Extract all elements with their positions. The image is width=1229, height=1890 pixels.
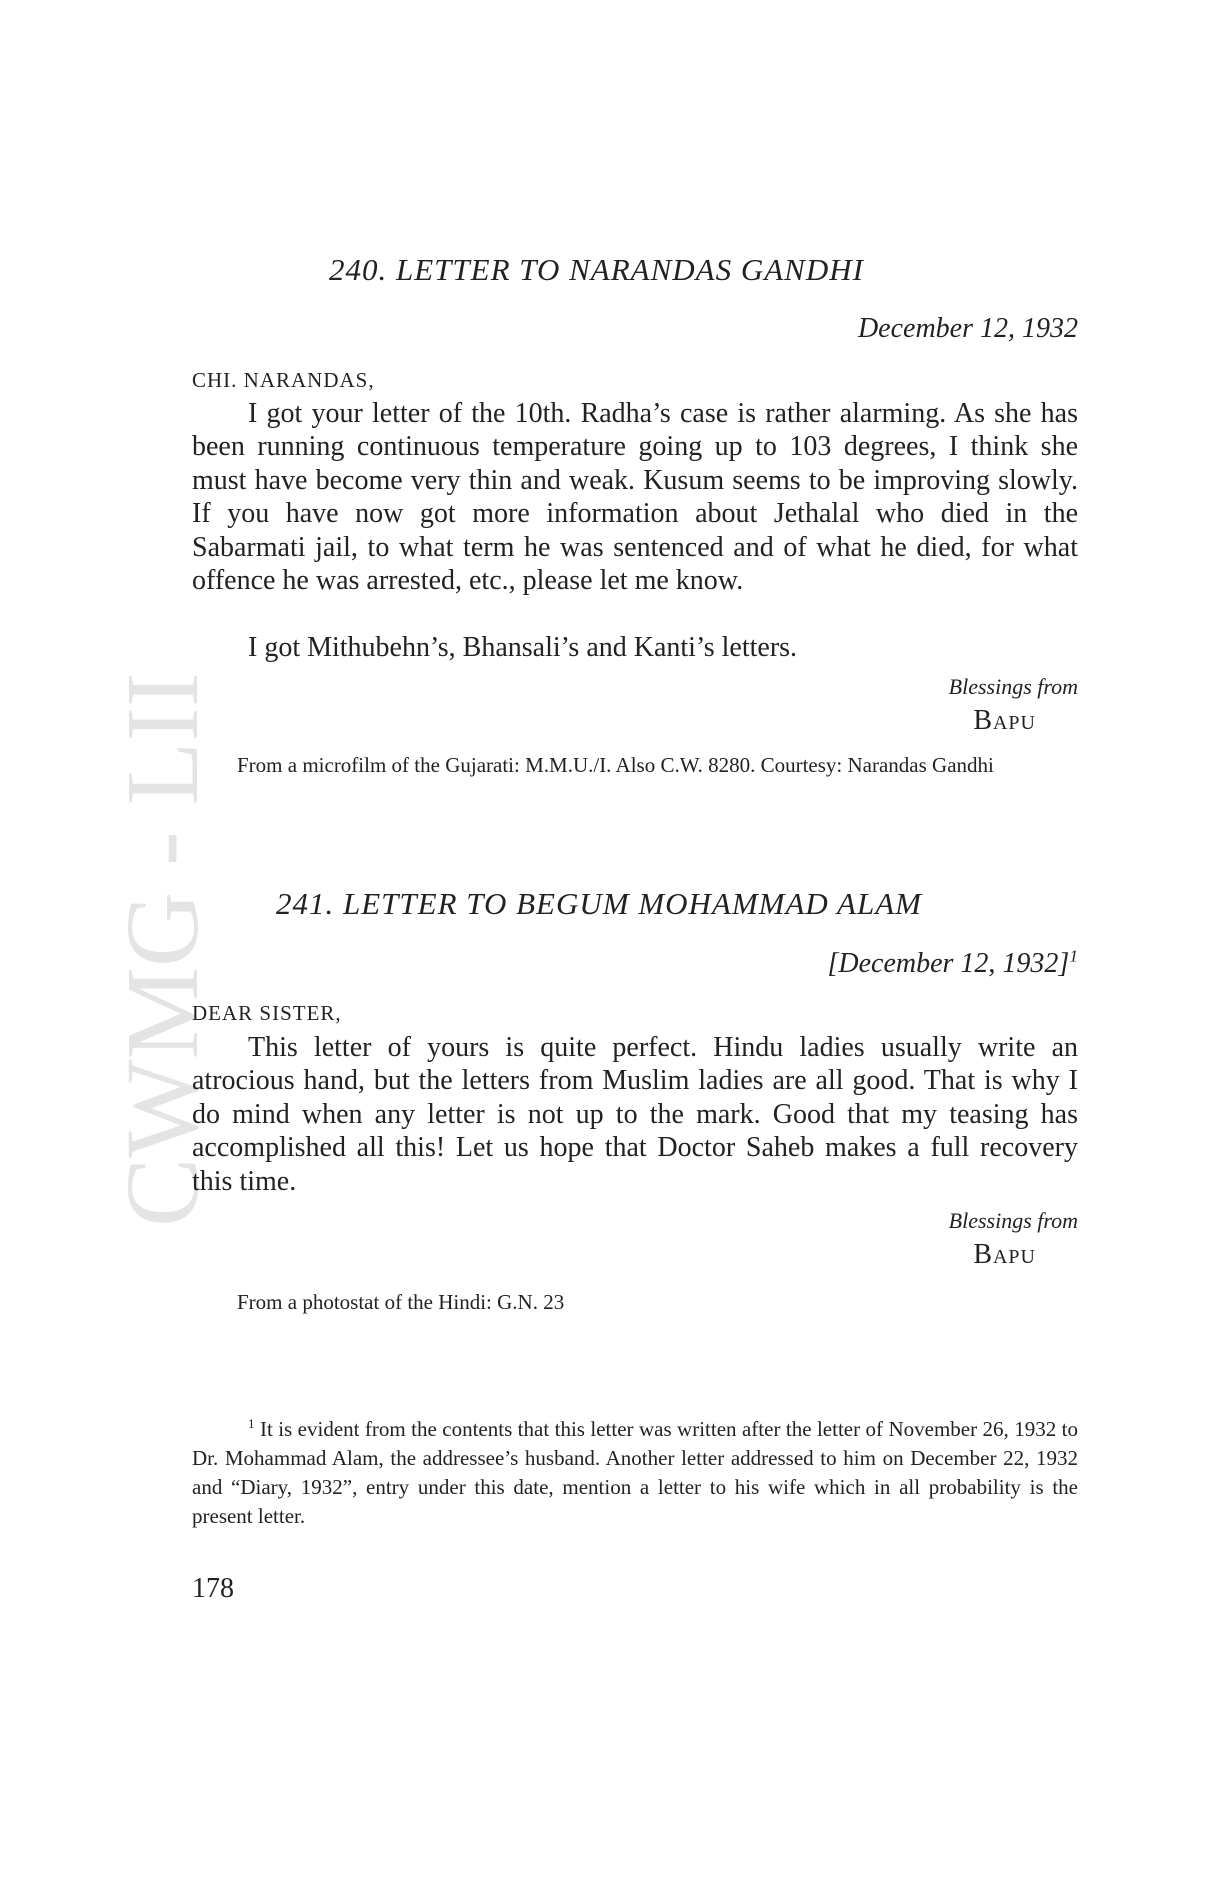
letter-241-date-text: [December 12, 1932] [827, 948, 1070, 979]
letter-240-signature: Bapu [973, 705, 1036, 736]
letter-241-source: From a photostat of the Hindi: G.N. 23 [237, 1290, 565, 1314]
letter-240-paragraph-2: I got Mithubehn’s, Bhansali’s and Kanti’s letters. [248, 632, 798, 663]
footnote-marker: 1 [248, 1416, 255, 1431]
footnote-text: It is evident from the contents that this letter was written after the letter of November 26, 1932 to Dr. Mohammad Alam, the addressee’s husband. Another letter addressed to him on December 22, 1932 and “Diary, 1932”, entry under this date, mention a letter to his wife which in all probability is the present letter. [192, 1417, 1078, 1528]
page-number: 178 [192, 1573, 234, 1604]
letter-240-salutation: CHI. NARANDAS, [192, 368, 375, 392]
watermark: CWMG - LII [105, 672, 220, 1228]
letter-241-date [827, 948, 1078, 980]
letter-241-paragraph-1: This letter of yours is quite perfect. Hindu ladies usually write an atrocious hand, but the letters from Muslim ladies are all good. That is why I do mind when any letter is not up to the mark. Good that my teasing has accomplished all this! Let us hope that Doctor Saheb makes a full recovery this time. [192, 1032, 1078, 1197]
footnote [192, 1415, 1078, 1531]
letter-241-signature: Bapu [973, 1239, 1036, 1270]
letter-241-closing: Blessings from [948, 1208, 1078, 1233]
footnote-ref-1: 1 [1069, 946, 1078, 966]
letter-241-salutation: DEAR SISTER, [192, 1001, 342, 1025]
letter-240-date: December 12, 1932 [857, 313, 1078, 344]
letter-240-source: From a microfilm of the Gujarati: M.M.U./I. Also C.W. 8280. Courtesy: Narandas Gandhi [237, 753, 994, 777]
letter-240-paragraph-1: I got your letter of the 10th. Radha’s case is rather alarming. As she has been running continuous temperature going up to 103 degrees, I think she must have become very thin and weak. Kusum seems to be improving slowly. If you have now got more information about Jethalal who died in the Sabarmati jail, to what term he was sentenced and of what he died, for what offence he was arrested, etc., please let me know. [192, 398, 1078, 597]
letter-241-title: 241. LETTER TO BEGUM MOHAMMAD ALAM [276, 886, 922, 921]
letter-240-title: 240. LETTER TO NARANDAS GANDHI [329, 252, 864, 287]
letter-240-closing: Blessings from [948, 674, 1078, 699]
